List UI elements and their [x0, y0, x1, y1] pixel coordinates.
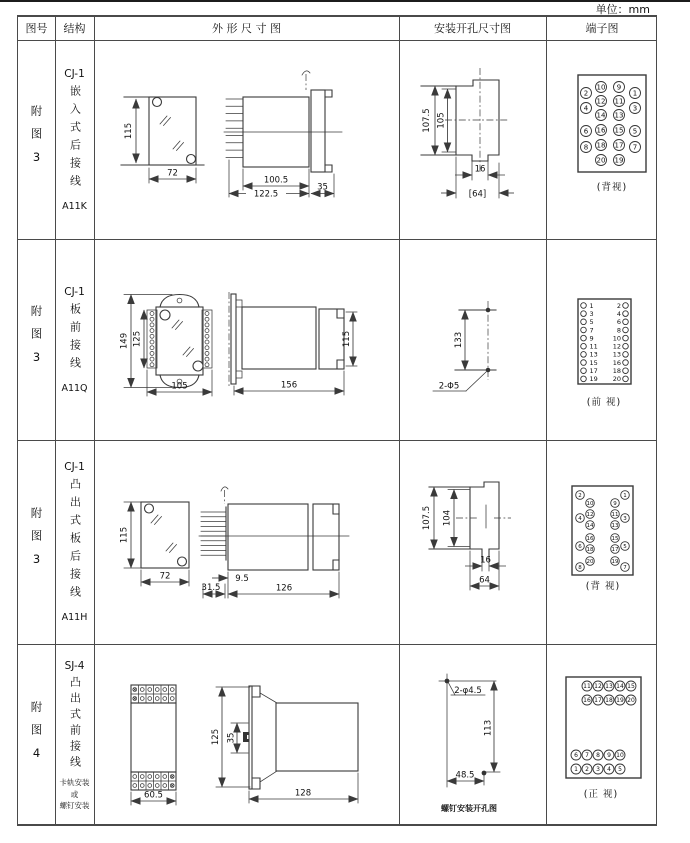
terminal-diagram-r4 — [546, 644, 658, 828]
svg-text:11: 11 — [614, 97, 624, 106]
svg-text:2: 2 — [578, 492, 582, 499]
svg-text:14: 14 — [616, 683, 624, 691]
svg-text:19: 19 — [611, 558, 619, 565]
svg-text:12: 12 — [612, 342, 621, 351]
svg-text:20: 20 — [586, 558, 594, 565]
svg-text:1: 1 — [574, 766, 578, 774]
svg-text:16: 16 — [612, 358, 621, 367]
header-mounting: 安装开孔尺寸图 — [434, 22, 511, 35]
svg-text:17: 17 — [589, 367, 598, 375]
hatch-mark — [173, 141, 184, 151]
dim-pin-gap: 9.5 — [235, 574, 249, 584]
svg-text:15: 15 — [627, 683, 635, 691]
dim-overall-height: 149 — [119, 332, 130, 350]
structure-label: 凸出式前接线 — [68, 676, 82, 773]
type-code: A11H — [61, 612, 88, 623]
svg-text:14: 14 — [586, 522, 594, 529]
svg-text:18: 18 — [586, 546, 594, 553]
svg-text:16: 16 — [596, 126, 606, 135]
terminal-diagram-r1 — [546, 40, 658, 239]
svg-text:7: 7 — [623, 564, 627, 571]
figure-cell-r1 — [18, 40, 55, 239]
figure-cell-r2 — [18, 239, 55, 440]
dim-length: 156 — [280, 380, 298, 391]
dim-hole-v: 113 — [483, 719, 494, 737]
terminal-caption: (背视) — [596, 182, 628, 193]
svg-text:1: 1 — [589, 301, 594, 310]
svg-text:8: 8 — [616, 326, 621, 335]
hatch-mark — [183, 347, 194, 357]
header-figure: 图号 — [25, 22, 48, 35]
mounting-hole — [486, 368, 491, 373]
svg-text:4: 4 — [578, 515, 582, 522]
dim-hole-h: 48.5 — [455, 770, 475, 781]
terminal-diagram-r2 — [546, 239, 658, 440]
svg-text:15: 15 — [589, 358, 598, 367]
svg-text:10: 10 — [596, 83, 606, 92]
screw-hole — [187, 155, 196, 164]
model-label: CJ-1 — [64, 461, 85, 473]
svg-text:13: 13 — [611, 522, 619, 529]
svg-text:5: 5 — [589, 318, 594, 327]
terminal-caption: (前 视) — [586, 397, 622, 408]
svg-text:13: 13 — [612, 350, 621, 359]
structure-cell-r1 — [55, 40, 94, 239]
dim-width: 60.5 — [144, 790, 163, 801]
dim-front-width: 72 — [167, 168, 178, 179]
svg-text:11: 11 — [583, 683, 591, 691]
svg-text:15: 15 — [614, 126, 624, 135]
svg-text:6: 6 — [583, 127, 589, 136]
svg-text:3: 3 — [623, 515, 627, 522]
terminal-pins — [226, 99, 243, 157]
outline-drawing-r3 — [94, 440, 399, 644]
svg-text:3: 3 — [589, 309, 594, 318]
structure-label: 嵌入式后接线 — [68, 84, 82, 193]
svg-text:4: 4 — [607, 766, 611, 774]
svg-text:19: 19 — [614, 156, 624, 165]
terminal-caption: (背 视) — [585, 581, 621, 592]
svg-text:10: 10 — [586, 500, 594, 507]
dim-length: 126 — [275, 583, 293, 594]
svg-text:9: 9 — [616, 83, 622, 92]
svg-text:20: 20 — [596, 156, 606, 165]
dim-flange: 35 — [317, 182, 328, 193]
svg-text:19: 19 — [616, 697, 624, 705]
svg-text:6: 6 — [616, 318, 621, 327]
dim-cutout-width: [64] — [468, 189, 487, 200]
svg-text:6: 6 — [578, 543, 582, 550]
header-terminal: 端子图 — [585, 22, 619, 35]
structure-cell-r2 — [55, 239, 94, 440]
svg-text:12: 12 — [596, 97, 606, 106]
svg-text:13: 13 — [605, 683, 613, 691]
dim-slot-width: 16 — [474, 164, 486, 175]
dim-body-depth: 100.5 — [263, 175, 289, 186]
mounting-drawing-r3 — [399, 440, 546, 644]
type-code: A11K — [62, 200, 87, 212]
svg-text:6: 6 — [574, 752, 578, 760]
screw-hole — [145, 504, 154, 513]
figure-number: 附图4 — [29, 701, 44, 771]
svg-text:20: 20 — [612, 375, 621, 384]
dim-width: 105 — [171, 381, 188, 392]
dim-inner-height: 125 — [132, 330, 143, 348]
svg-text:1: 1 — [623, 492, 627, 499]
dim-total-depth: 122.5 — [253, 189, 279, 200]
model-label: CJ-1 — [64, 285, 85, 298]
svg-text:16: 16 — [586, 535, 594, 542]
outline-drawing-r2 — [94, 239, 399, 440]
outline-drawing-r4 — [94, 644, 399, 828]
svg-text:7: 7 — [589, 326, 594, 335]
svg-text:10: 10 — [616, 752, 624, 760]
outline-drawing-r1 — [94, 40, 399, 239]
svg-text:5: 5 — [623, 543, 627, 550]
svg-text:9: 9 — [613, 500, 617, 507]
terminal-diagram-r3 — [546, 440, 658, 644]
dim-hole-span: 133 — [454, 331, 464, 349]
dim-hole-size: 2-Φ5 — [438, 381, 460, 392]
svg-text:11: 11 — [611, 511, 619, 518]
structure-label: 板前接线 — [68, 302, 82, 375]
svg-text:8: 8 — [596, 752, 600, 760]
terminal-caption: (正 视) — [583, 789, 619, 800]
model-label: SJ-4 — [64, 660, 85, 673]
svg-text:2: 2 — [585, 766, 589, 774]
dim-rail: 35 — [226, 732, 237, 744]
svg-text:7: 7 — [632, 143, 638, 152]
structure-cell-r3 — [55, 440, 94, 644]
dim-pins-depth: 31.5 — [201, 583, 221, 593]
svg-text:18: 18 — [605, 697, 613, 705]
svg-text:9: 9 — [607, 752, 611, 760]
svg-text:9: 9 — [589, 334, 594, 343]
svg-text:11: 11 — [589, 342, 598, 351]
svg-text:4: 4 — [583, 104, 589, 113]
dim-cutout-width: 64 — [479, 575, 490, 586]
hatch-mark — [166, 543, 177, 553]
dim-cutout-v2: 104 — [442, 509, 453, 527]
svg-text:17: 17 — [611, 546, 619, 553]
svg-text:7: 7 — [585, 752, 589, 760]
figure-cell-r4 — [18, 644, 55, 828]
header-structure: 结构 — [63, 22, 86, 35]
figure-number: 附图3 — [29, 507, 44, 577]
svg-text:5: 5 — [632, 127, 638, 136]
page-top-rule — [0, 0, 690, 2]
svg-text:8: 8 — [578, 564, 582, 571]
dim-hole-size: 2-φ4.5 — [454, 686, 482, 696]
dim-side-height: 115 — [342, 330, 352, 348]
dim-cutout-v1: 107.5 — [422, 108, 432, 133]
dim-front-height: 115 — [124, 122, 134, 140]
dim-cutout-v2: 105 — [436, 112, 447, 129]
top-tab — [160, 295, 199, 308]
dim-front-height: 115 — [119, 526, 130, 544]
svg-text:17: 17 — [614, 141, 624, 150]
screw-hole — [193, 361, 203, 371]
screw-hole — [178, 557, 187, 566]
mount-note: 卡轨安装 或 螺钉安装 — [59, 778, 90, 811]
mounting-hole — [486, 308, 491, 313]
hatch-mark — [160, 116, 171, 126]
type-code: A11Q — [61, 382, 88, 394]
mounting-drawing-r2 — [399, 239, 546, 440]
svg-text:14: 14 — [596, 111, 606, 120]
figure-number: 附图3 — [29, 104, 44, 175]
hatch-mark — [172, 320, 183, 330]
svg-text:2: 2 — [583, 89, 589, 98]
svg-text:17: 17 — [594, 697, 602, 705]
structure-cell-r4 — [55, 644, 94, 828]
svg-text:3: 3 — [632, 104, 638, 113]
model-label: CJ-1 — [64, 67, 85, 80]
svg-text:20: 20 — [627, 697, 635, 705]
svg-text:13: 13 — [614, 111, 624, 120]
svg-text:18: 18 — [596, 141, 606, 150]
header-outline: 外 形 尺 寸 图 — [212, 22, 281, 35]
svg-text:5: 5 — [618, 766, 622, 774]
svg-text:2: 2 — [616, 301, 621, 310]
unit-label: 单位：mm — [595, 3, 650, 16]
mounting-drawing-r4 — [399, 644, 546, 828]
mounting-caption: 螺钉安装开孔图 — [441, 804, 497, 813]
hatch-mark — [151, 515, 162, 525]
svg-text:15: 15 — [611, 535, 619, 542]
dim-cutout-v1: 107.5 — [422, 505, 432, 531]
svg-text:12: 12 — [594, 683, 602, 691]
screw-hole — [153, 98, 162, 107]
figure-number: 附图3 — [29, 304, 44, 375]
dim-length: 128 — [294, 788, 312, 799]
terminal-pins — [201, 512, 226, 555]
structure-label: 凸出式板后接线 — [68, 478, 82, 604]
svg-text:4: 4 — [616, 309, 621, 318]
dim-slot-width: 16 — [480, 555, 491, 566]
dimension-table — [17, 15, 657, 826]
svg-text:18: 18 — [612, 367, 621, 375]
svg-text:13: 13 — [589, 350, 598, 359]
figure-cell-r3 — [18, 440, 55, 644]
svg-text:10: 10 — [612, 334, 621, 343]
dim-front-width: 72 — [159, 571, 171, 582]
dim-height: 125 — [211, 728, 221, 746]
svg-text:8: 8 — [583, 143, 589, 152]
svg-text:12: 12 — [586, 511, 594, 518]
svg-text:19: 19 — [589, 375, 598, 384]
screw-hole — [160, 310, 170, 320]
svg-text:3: 3 — [596, 766, 600, 774]
terminal-strip-dots — [150, 312, 209, 367]
din-rail-clip — [243, 732, 249, 742]
svg-text:16: 16 — [583, 697, 591, 705]
svg-text:1: 1 — [632, 89, 638, 98]
mounting-drawing-r1 — [399, 40, 546, 239]
